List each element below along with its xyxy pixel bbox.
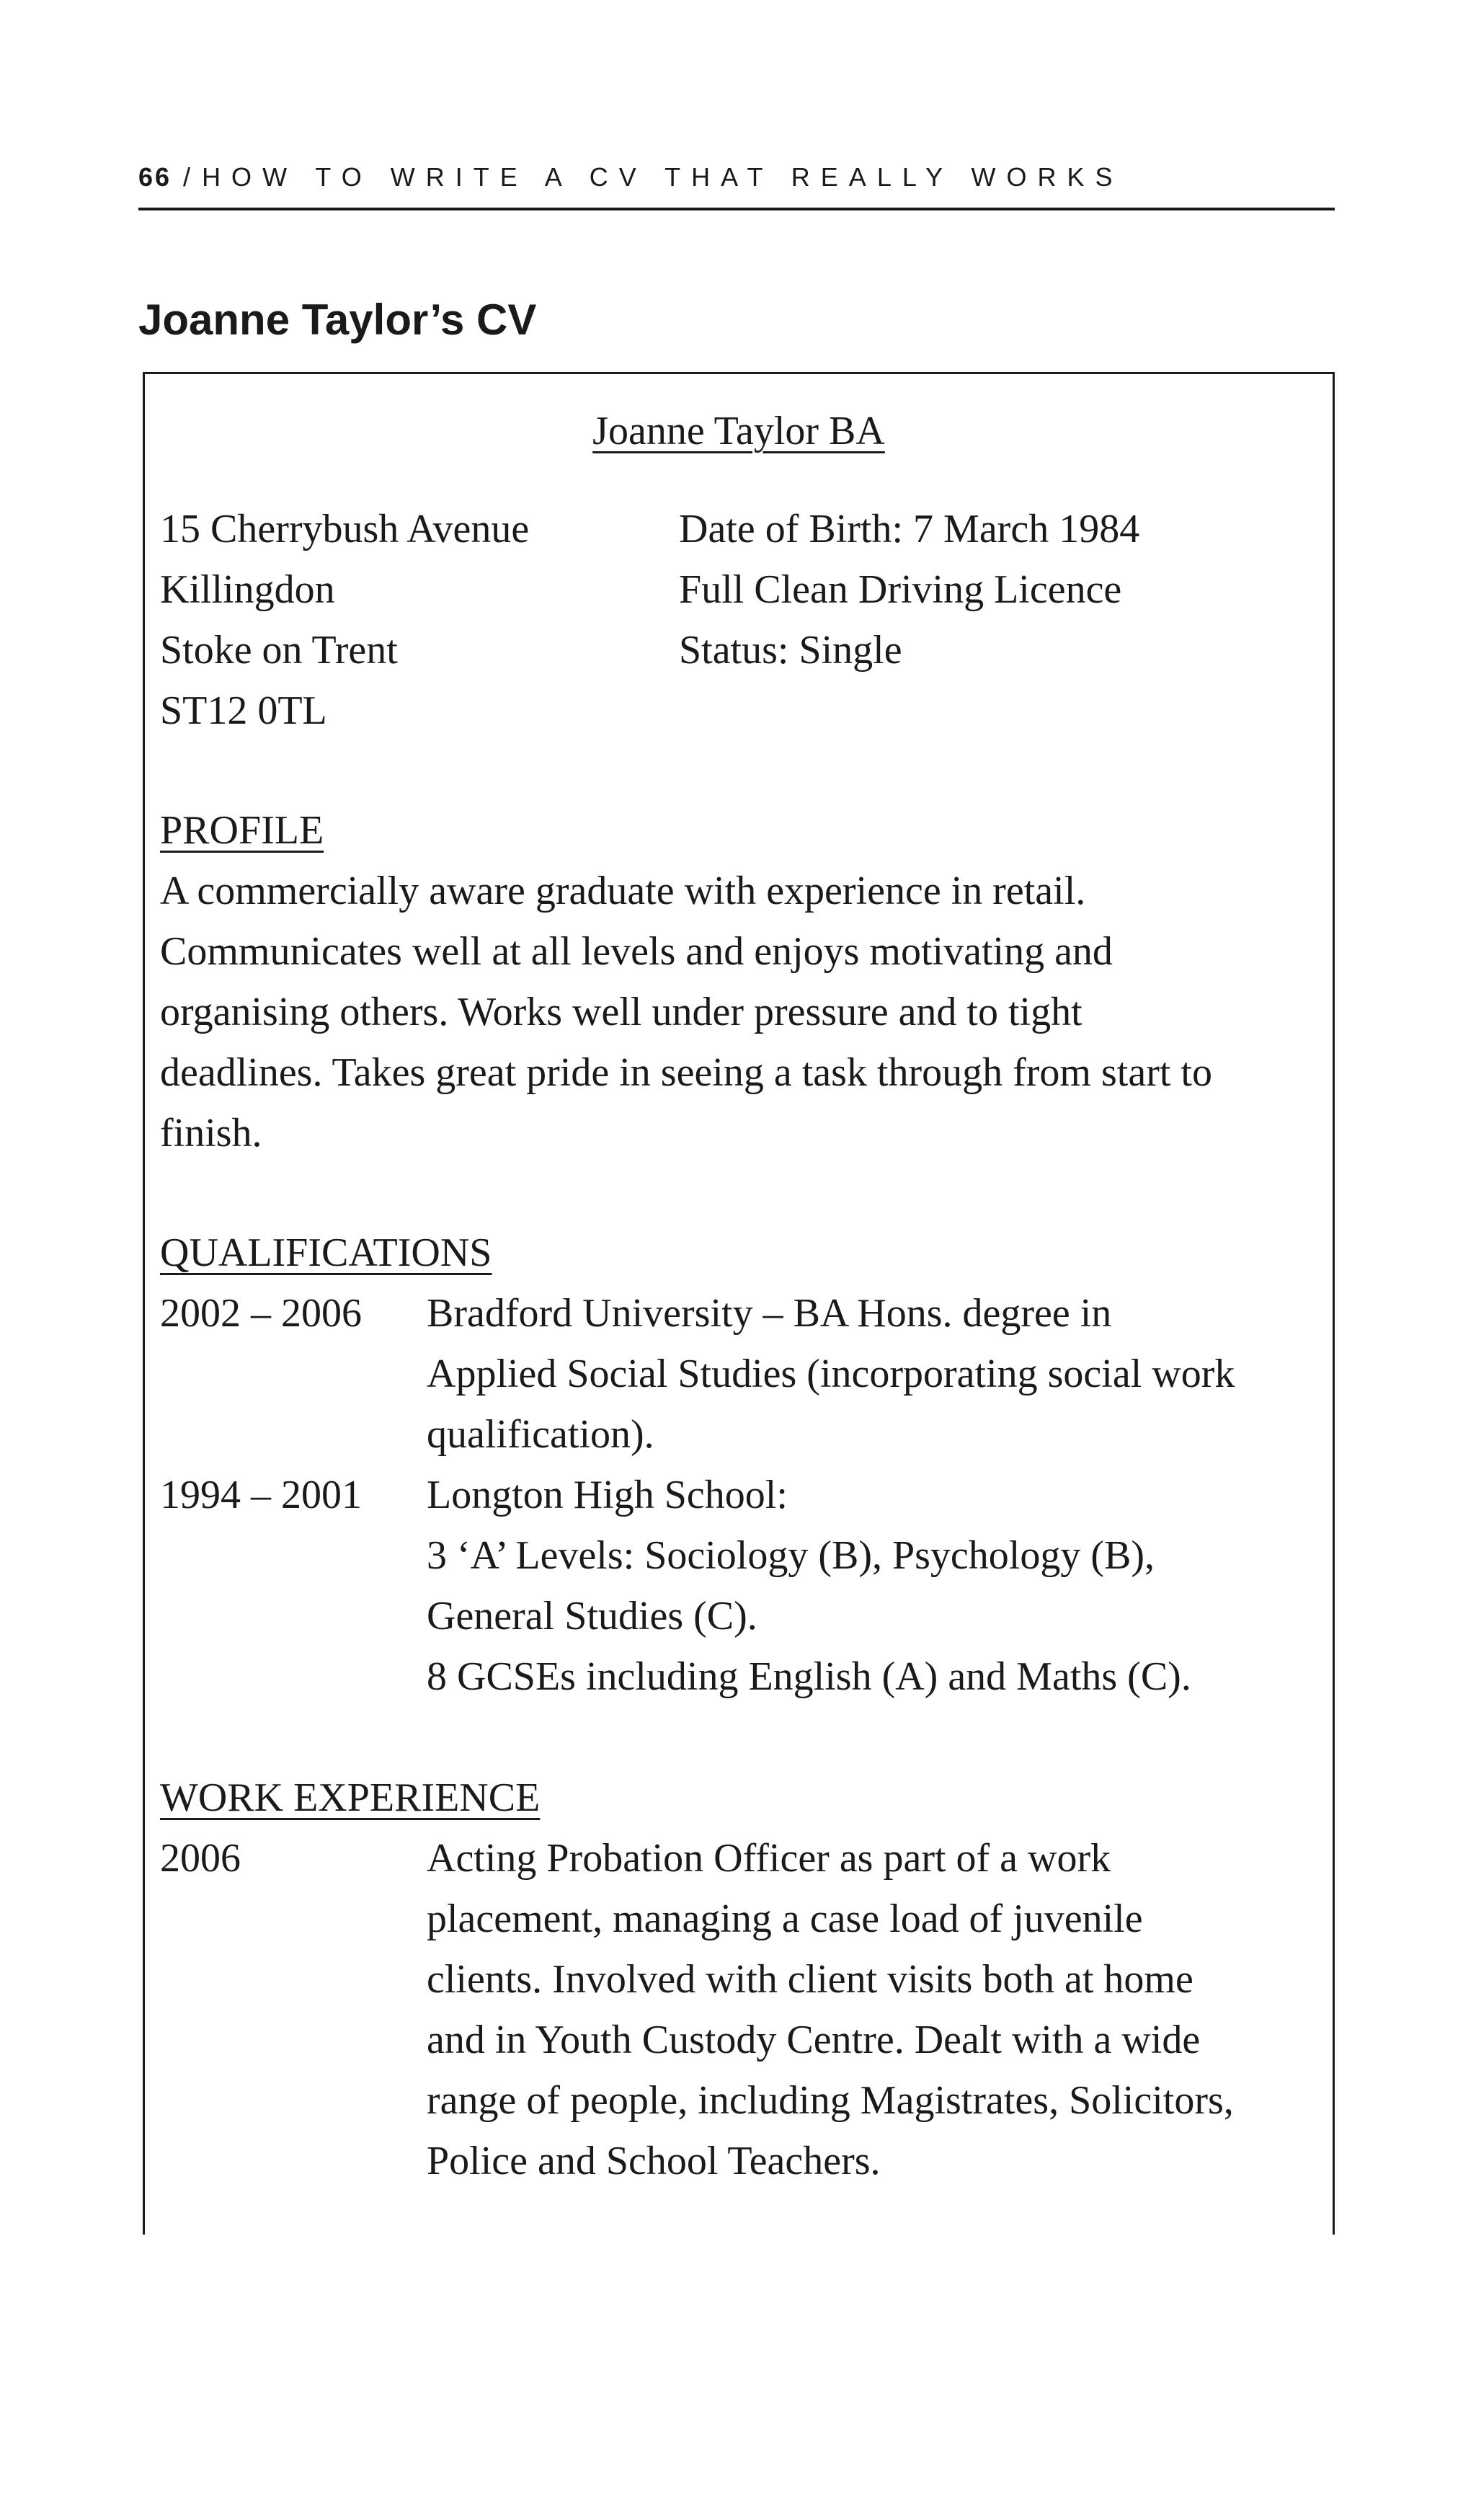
qualifications-heading: QUALIFICATIONS [160, 1230, 492, 1275]
page-number: 66 [138, 162, 172, 192]
marital-status: Status: Single [679, 628, 902, 673]
work-line: Police and School Teachers. [427, 2139, 881, 2183]
qualification-line: General Studies (C). [427, 1594, 757, 1638]
qualification-details [427, 1465, 1191, 1707]
profile-line: Communicates well at all levels and enjoys motivating and [160, 929, 1113, 974]
address-line: ST12 0TL [160, 688, 327, 733]
driving-licence: Full Clean Driving Licence [679, 567, 1122, 612]
address-line: Killingdon [160, 567, 335, 612]
profile-section [160, 800, 1212, 1163]
qualification-line: 8 GCSEs including English (A) and Maths (C). [427, 1654, 1191, 1699]
work-details [427, 1828, 1234, 2191]
profile-line: organising others. Works well under pressure and to tight [160, 990, 1082, 1034]
profile-line: A commercially aware graduate with experience in retail. [160, 869, 1086, 913]
address-block [160, 499, 529, 741]
work-line: range of people, including Magistrates, Solicitors, [427, 2078, 1234, 2123]
qualification-period: 1994 – 2001 [160, 1473, 362, 1517]
qualification-line: Applied Social Studies (incorporating social work [427, 1352, 1235, 1396]
qualifications-section [160, 1223, 492, 1283]
qualification-details [427, 1283, 1235, 1465]
section-title: Joanne Taylor’s CV [138, 296, 537, 344]
qualification-line: Longton High School: [427, 1473, 788, 1517]
work-line: clients. Involved with client visits both at home [427, 1957, 1193, 2002]
work-experience-heading: WORK EXPERIENCE [160, 1775, 541, 1820]
work-line: Acting Probation Officer as part of a work [427, 1836, 1111, 1881]
address-line: 15 Cherrybush Avenue [160, 507, 530, 551]
work-period: 2006 [160, 1836, 241, 1881]
address-line: Stoke on Trent [160, 628, 398, 673]
profile-heading: PROFILE [160, 808, 324, 853]
personal-details-block [679, 499, 1139, 680]
qualification-line: qualification). [427, 1412, 654, 1457]
profile-line: deadlines. Takes great pride in seeing a task through from start to [160, 1050, 1212, 1095]
header-separator: / [183, 162, 198, 192]
date-of-birth: Date of Birth: 7 March 1984 [679, 507, 1140, 551]
work-experience-section [160, 1767, 540, 1828]
qualification-line: 3 ‘A’ Levels: Sociology (B), Psychology (B), [427, 1533, 1155, 1578]
cv-name [143, 401, 1335, 461]
qualification-line: Bradford University – BA Hons. degree in [427, 1291, 1112, 1336]
work-line: and in Youth Custody Centre. Dealt with a wide [427, 2018, 1201, 2062]
cv-name-text: Joanne Taylor BA [592, 409, 885, 453]
book-title: HOW TO WRITE A CV THAT REALLY WORKS [202, 162, 1124, 192]
profile-line: finish. [160, 1111, 262, 1155]
work-line: placement, managing a case load of juvenile [427, 1896, 1143, 1941]
qualification-period: 2002 – 2006 [160, 1291, 362, 1336]
